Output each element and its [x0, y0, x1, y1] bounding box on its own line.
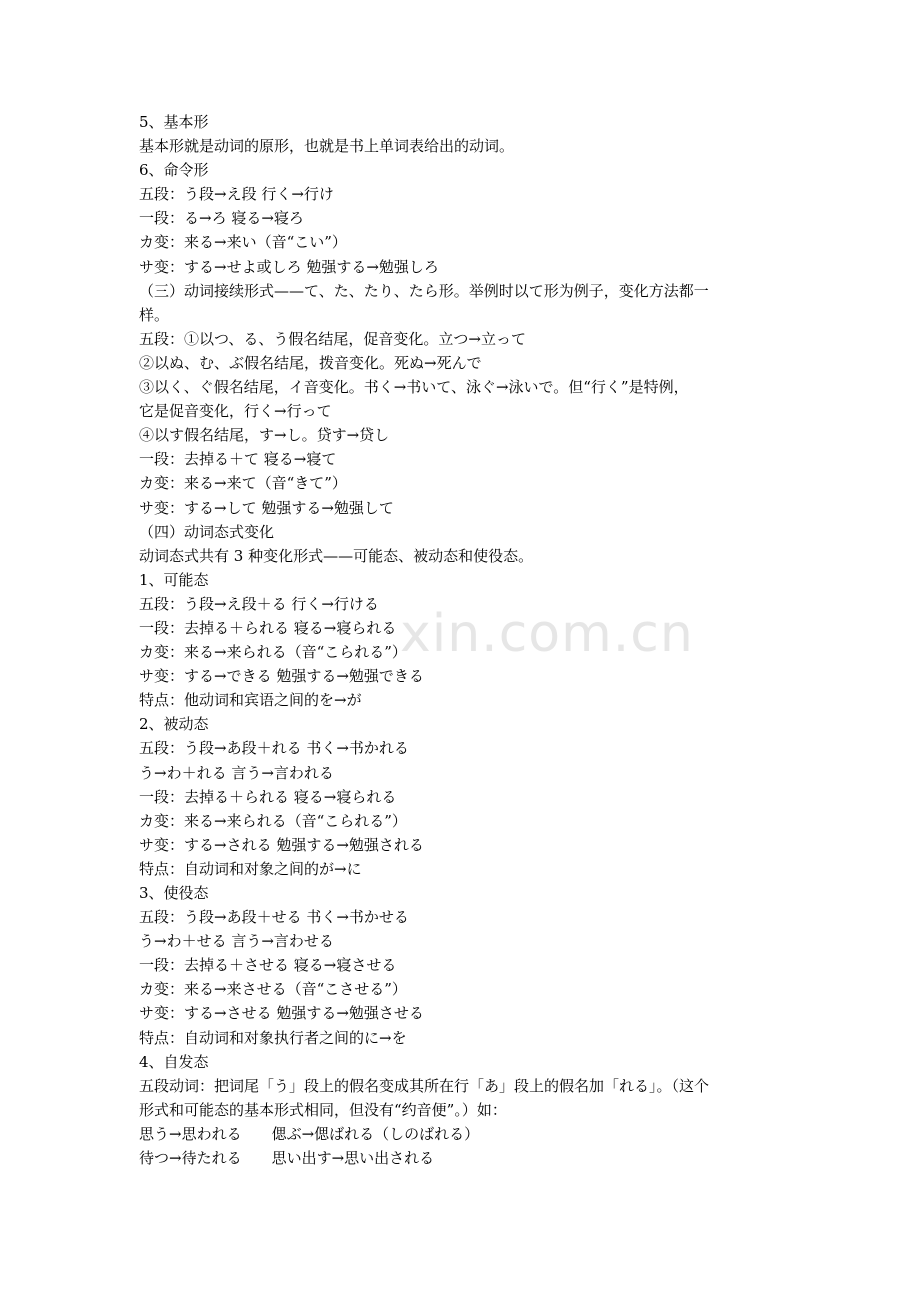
- text-line: 五段：①以つ、る、う假名结尾，促音变化。立つ→立って: [139, 329, 526, 348]
- text-line: 一段：る→ろ 寝る→寝ろ: [139, 209, 304, 228]
- text-line: 待つ→待たれる 思い出す→思い出される: [139, 1149, 435, 1168]
- text-line: サ变：する→できる 勉强する→勉强できる: [139, 667, 424, 686]
- text-line: カ变：来る→来させる（音“こさせる”）: [139, 980, 407, 999]
- text-line: 1、可能态: [139, 570, 209, 589]
- text-line: 五段：う段→え段＋る 行く→行ける: [139, 594, 379, 613]
- document-body: [139, 110, 799, 1170]
- text-line: カ变：来る→来い（音“こい”）: [139, 233, 347, 252]
- text-line: カ变：来る→来られる（音“こられる”）: [139, 811, 407, 830]
- text-line: 五段：う段→あ段＋せる 书く→书かせる: [139, 908, 409, 927]
- text-line: う→わ＋れる 言う→言われる: [139, 763, 334, 782]
- watermark: xin.com.cn: [400, 604, 694, 664]
- text-line: 五段：う段→あ段＋れる 书く→书かれる: [139, 739, 409, 758]
- text-line: ②以ぬ、む、ぶ假名结尾，拨音变化。死ぬ→死んで: [139, 353, 482, 372]
- text-line: 它是促音变化，行く→行って: [139, 402, 332, 421]
- text-line: サ变：する→させる 勉强する→勉强させる: [139, 1004, 424, 1023]
- text-line: 一段：去掉る＋られる 寝る→寝られる: [139, 618, 397, 637]
- text-line: 思う→思われる 偲ぶ→偲ばれる（しのばれる）: [139, 1124, 480, 1143]
- text-line: 6、命令形: [139, 161, 209, 180]
- text-line: （四）动词态式变化: [139, 522, 275, 541]
- text-line: 一段：去掉る＋られる 寝る→寝られる: [139, 787, 397, 806]
- text-line: 4、自发态: [139, 1052, 209, 1071]
- text-line: サ变：する→される 勉强する→勉强される: [139, 835, 424, 854]
- text-line: 基本形就是动词的原形，也就是书上单词表给出的动词。: [139, 137, 515, 156]
- text-line: ④以す假名结尾，す→し。贷す→贷し: [139, 426, 390, 445]
- text-line: 2、被动态: [139, 715, 209, 734]
- text-line: サ变：する→して 勉强する→勉强して: [139, 498, 394, 517]
- text-line: 特点：自动词和对象执行者之间的に→を: [139, 1028, 407, 1047]
- text-line: 五段：う段→え段 行く→行け: [139, 185, 334, 204]
- text-line: 一段：去掉る＋させる 寝る→寝させる: [139, 956, 397, 975]
- text-line: 形式和可能态的基本形式相同，但没有“约音便”。）如：: [139, 1100, 507, 1119]
- text-line: ③以く、ぐ假名结尾，イ音变化。书く→书いて、泳ぐ→泳いで。但“行く”是特例，: [139, 378, 689, 397]
- text-line: 特点：他动词和宾语之间的を→が: [139, 691, 362, 710]
- text-line: （三）动词接续形式——て、た、たり、たら形。举例时以て形为例子，变化方法都一: [139, 281, 709, 300]
- text-line: 5、基本形: [139, 113, 209, 131]
- text-line: 特点：自动词和对象之间的が→に: [139, 859, 362, 878]
- text-line: 五段动词：把词尾「う」段上的假名变成其所在行「あ」段上的假名加「れる」。（这个: [139, 1076, 710, 1095]
- text-line: 3、使役态: [139, 884, 209, 902]
- text-line: う→わ＋せる 言う→言わせる: [139, 932, 334, 951]
- text-line: 一段：去掉る＋て 寝る→寝て: [139, 450, 337, 469]
- text-line: カ变：来る→来て（音“きて”）: [139, 474, 347, 493]
- text-line: サ变：する→せよ或しろ 勉强する→勉强しろ: [139, 257, 439, 276]
- text-line: 样。: [139, 305, 170, 324]
- text-line: カ变：来る→来られる（音“こられる”）: [139, 643, 407, 662]
- text-line: 动词态式共有 3 种变化形式——可能态、被动态和使役态。: [139, 546, 534, 565]
